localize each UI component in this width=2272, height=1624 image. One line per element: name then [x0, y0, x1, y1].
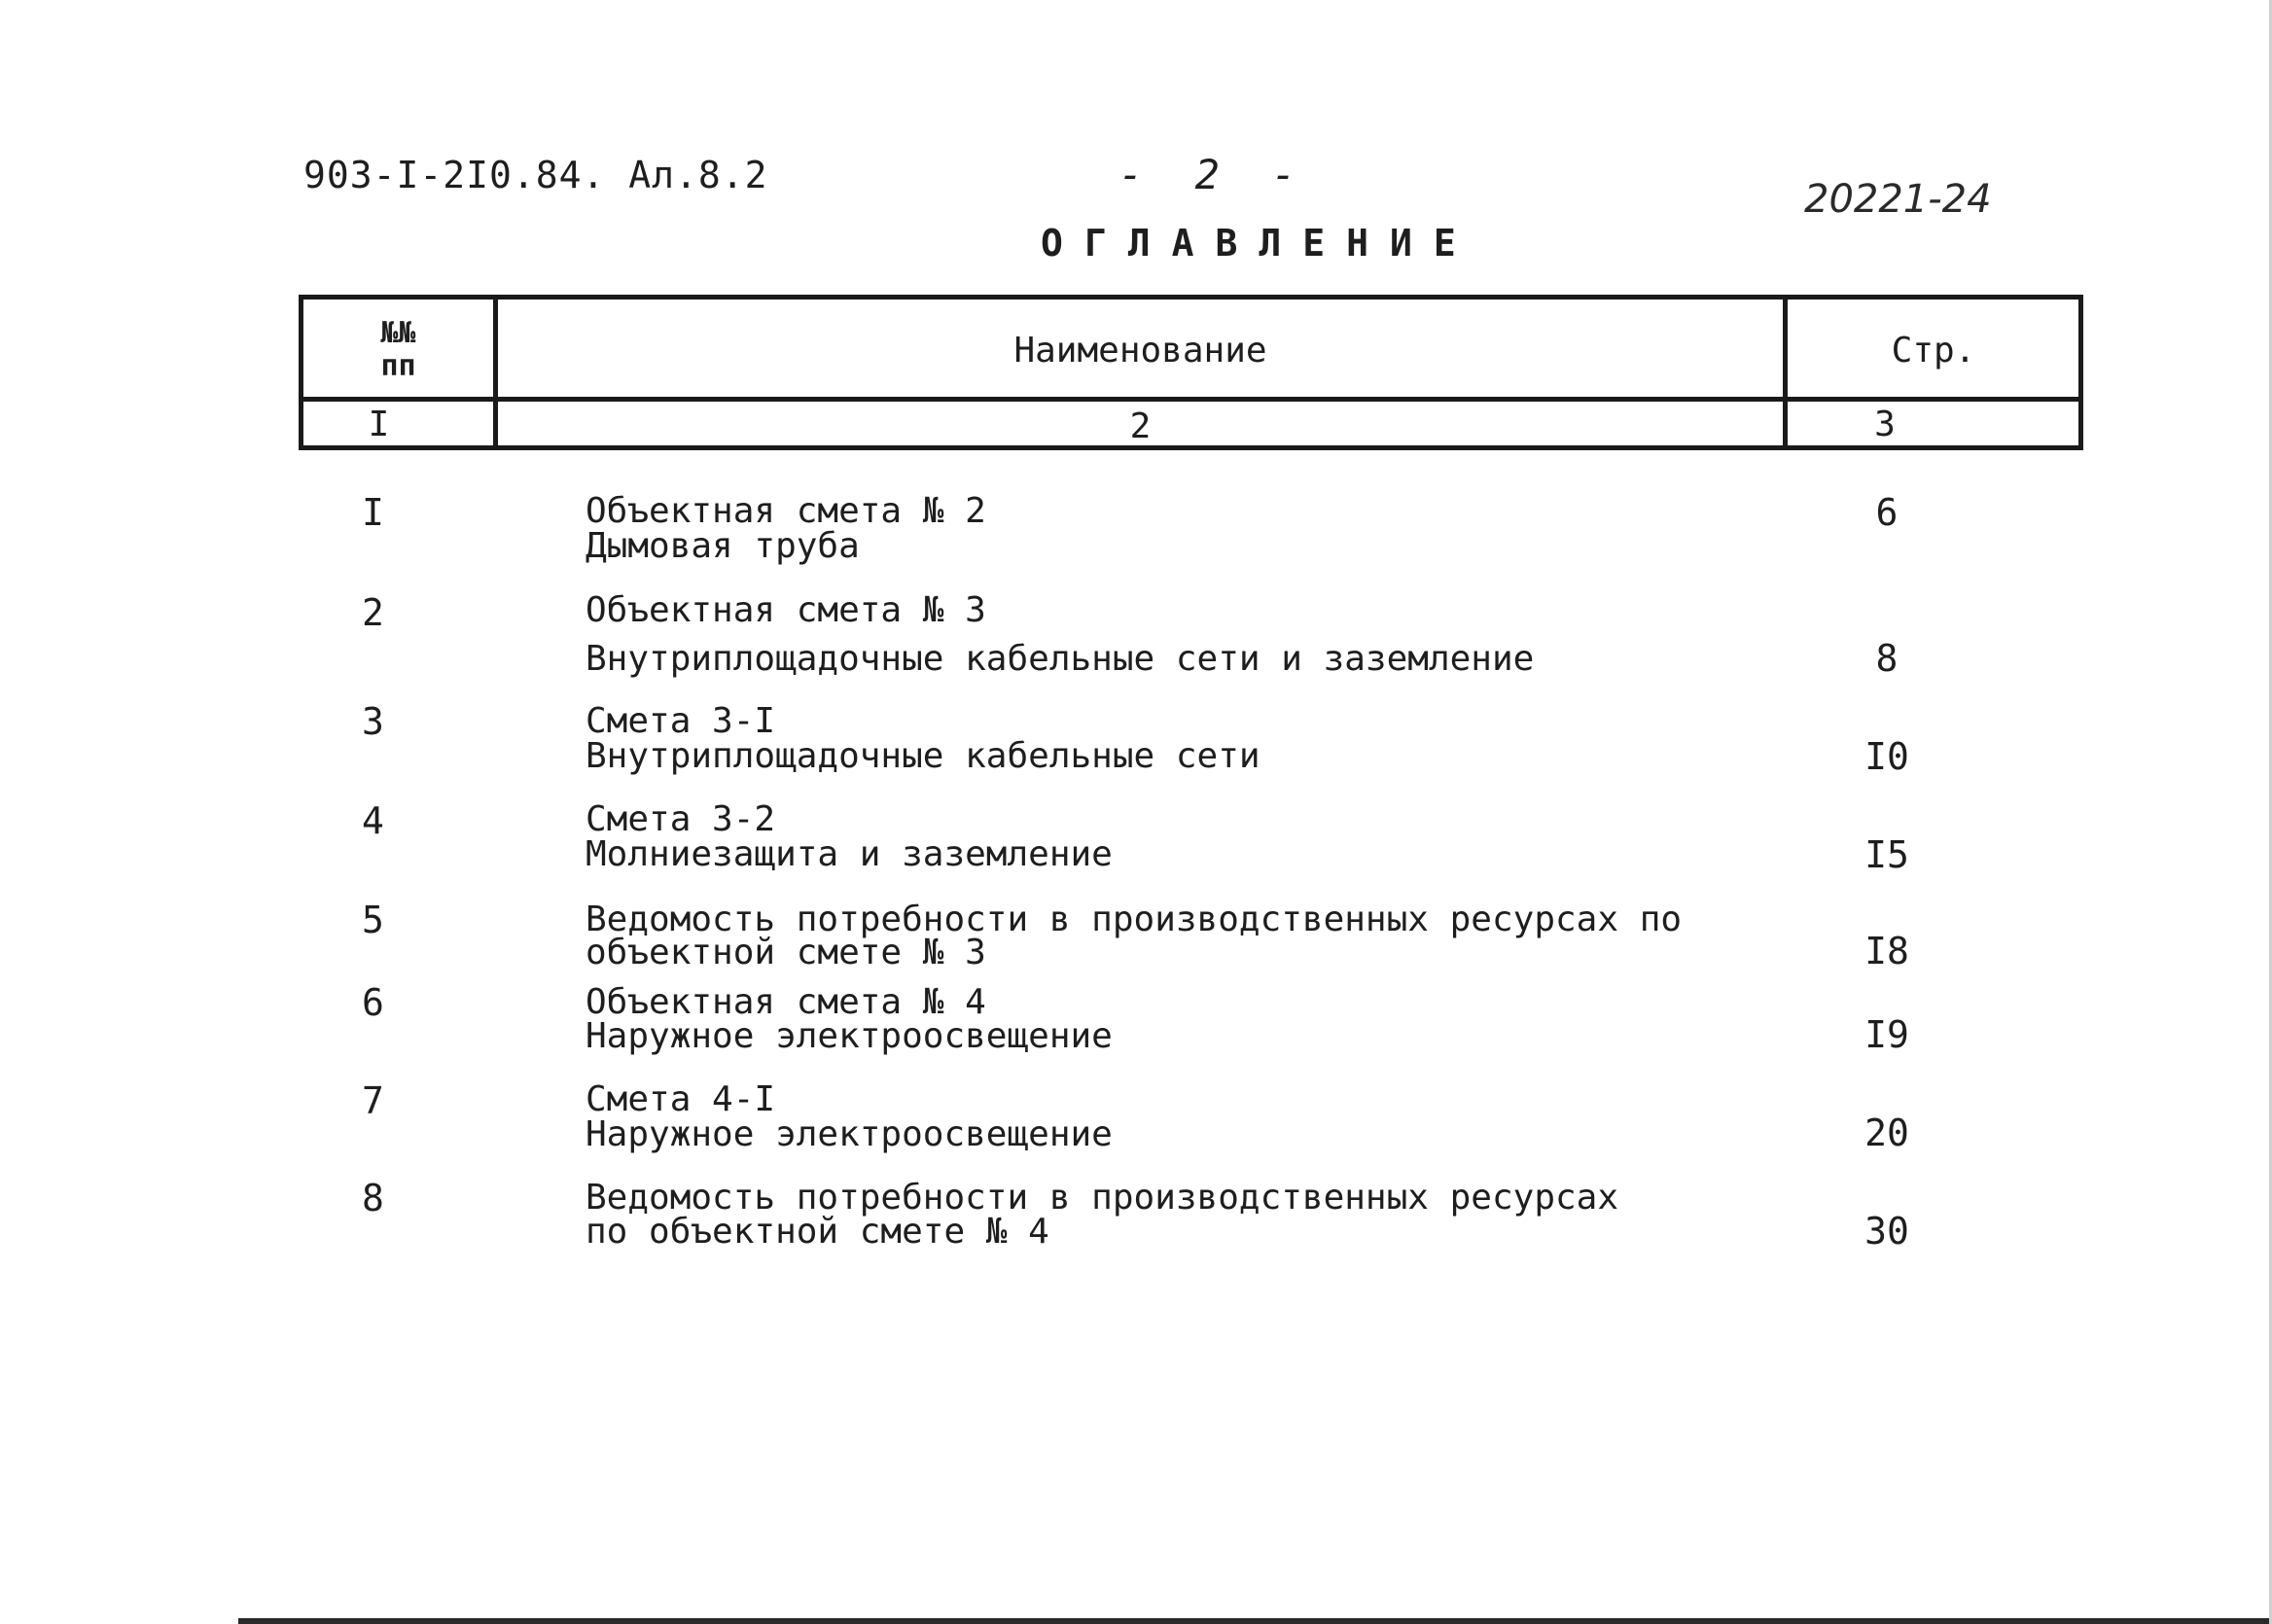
entry-title-line2: Наружное электроосвещение	[586, 1016, 1113, 1056]
entry-page: 30	[1864, 1210, 1909, 1253]
column-index-1: I	[368, 405, 390, 444]
entry-page: 20	[1864, 1112, 1909, 1154]
entry-title-line1: Объектная смета № 2	[586, 491, 986, 531]
scan-bottom-edge	[238, 1618, 2272, 1624]
entry-title-line1: Объектная смета № 4	[586, 982, 986, 1022]
entry-page: 8	[1875, 637, 1899, 680]
entry-number: 4	[362, 799, 384, 842]
page-title: ОГЛАВЛЕНИЕ	[1041, 222, 1477, 265]
entry-number: 7	[362, 1079, 384, 1122]
column-header-number-line1: №№	[380, 316, 416, 350]
entry-page: I8	[1864, 930, 1909, 972]
column-index-2: 2	[1129, 406, 1152, 446]
entry-page: 6	[1875, 491, 1899, 534]
column-header-number-line2: пп	[380, 349, 416, 383]
entry-title-line2: Наружное электроосвещение	[586, 1114, 1113, 1154]
entry-title-line1: Смета 3-2	[586, 799, 776, 839]
entry-title-line2: по объектной смете № 4	[586, 1212, 1049, 1252]
column-header-number	[303, 317, 493, 383]
header-divider	[303, 397, 2078, 402]
entry-number: 8	[362, 1177, 384, 1219]
entry-title-line2: Внутриплощадочные кабельные сети	[586, 736, 1260, 776]
entry-number: 5	[362, 899, 384, 941]
entry-title-line1: Смета 4-I	[586, 1079, 776, 1119]
entry-title-line1: Смета 3-I	[586, 701, 776, 741]
toc-header-table	[299, 295, 2083, 450]
entry-number: 6	[362, 981, 384, 1024]
entry-number: I	[362, 491, 384, 534]
entry-title-line2: Дымовая труба	[586, 526, 860, 566]
entry-title-line2: Внутриплощадочные кабельные сети и заземление	[586, 639, 1535, 679]
entry-title-line2: объектной смете № 3	[586, 933, 986, 972]
column-header-page: Стр.	[1891, 331, 1976, 371]
entry-number: 3	[362, 700, 384, 743]
entry-title-line2: Молниезащита и заземление	[586, 834, 1113, 874]
entry-page: I9	[1864, 1013, 1909, 1056]
column-index-3: 3	[1874, 405, 1896, 444]
entry-number: 2	[362, 591, 384, 634]
entry-title-line1: Объектная смета № 3	[586, 590, 986, 630]
entry-title-line1: Ведомость потребности в производственных ресурсах	[586, 1178, 1619, 1218]
entry-page: I0	[1864, 735, 1909, 778]
archive-number: 20221-24	[1804, 177, 1992, 222]
page-number: - 2 -	[1118, 151, 1310, 198]
entry-page: I5	[1864, 833, 1909, 876]
entry-title-line1: Ведомость потребности в производственных ресурсах по	[586, 900, 1683, 939]
document-code: 903-I-2I0.84. Ал.8.2	[303, 154, 768, 196]
column-header-name: Наименование	[1013, 331, 1267, 371]
